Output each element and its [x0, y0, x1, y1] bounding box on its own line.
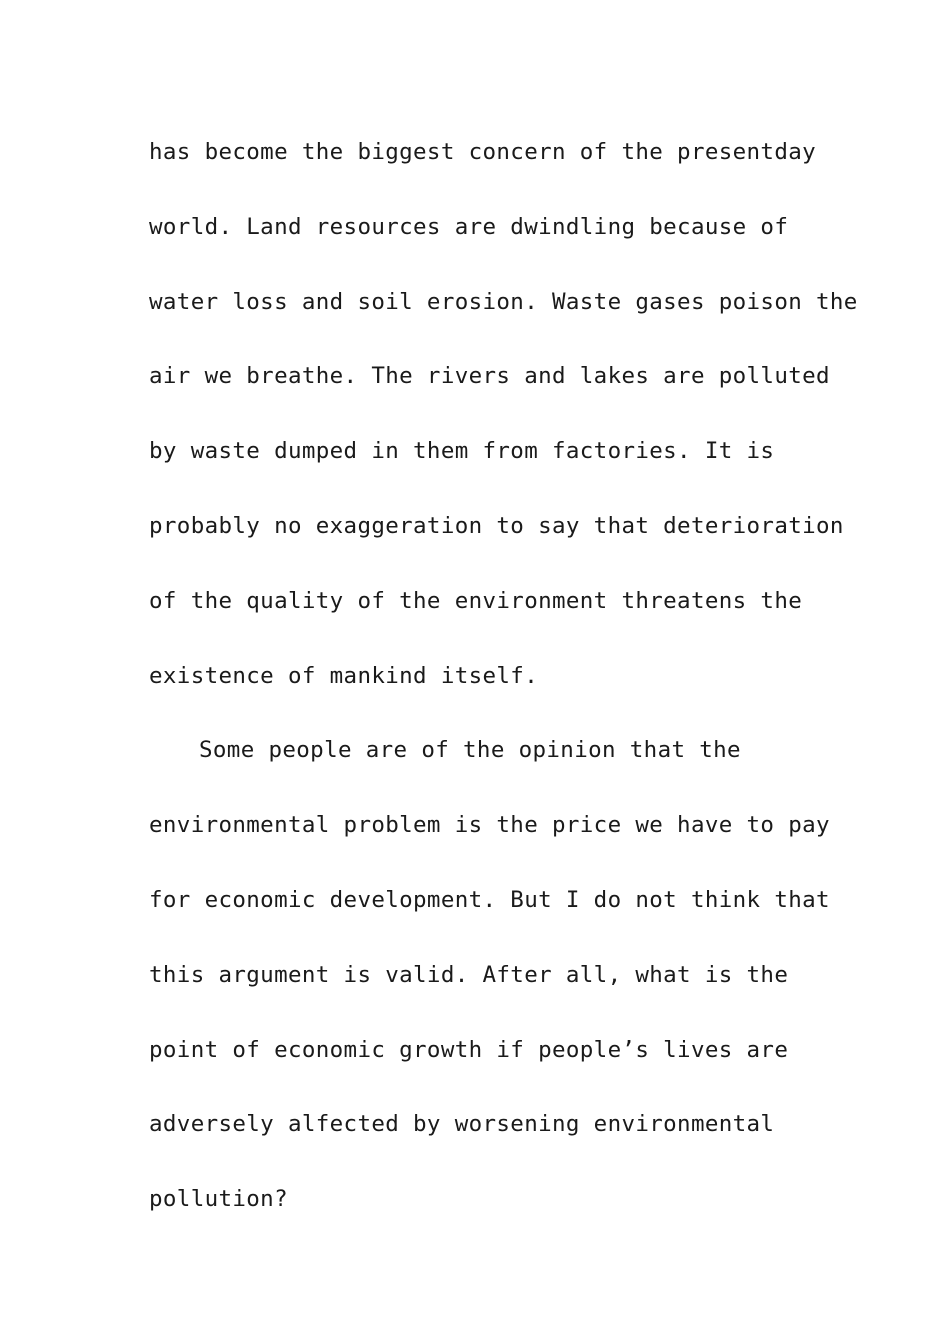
text-line: this argument is valid. After all, what is the — [149, 961, 789, 988]
paragraph-2 — [149, 713, 829, 1237]
text-line: of the quality of the environment threatens the — [149, 587, 803, 614]
text-line: world. Land resources are dwindling because of — [149, 213, 789, 240]
text-line: air we breathe. The rivers and lakes are polluted — [149, 363, 830, 390]
text-line: by waste dumped in them from factories. It is — [149, 438, 775, 465]
paragraph-1 — [149, 115, 858, 713]
text-line: for economic development. But I do not think that — [149, 886, 830, 913]
text-line: adversely alfected by worsening environmental — [149, 1111, 775, 1138]
text-line: has become the biggest concern of the presentday — [149, 139, 817, 165]
text-line: existence of mankind itself. — [149, 662, 539, 689]
text-line: pollution? — [149, 1186, 288, 1213]
text-line: Some people are of the opinion that the — [199, 737, 741, 764]
text-line: point of economic growth if people’s lives are — [149, 1036, 789, 1063]
text-line: water loss and soil erosion. Waste gases poison the — [149, 288, 858, 315]
body-text — [149, 115, 858, 1237]
text-line: environmental problem is the price we have to pay — [149, 812, 830, 839]
text-line: probably no exaggeration to say that deterioration — [149, 512, 844, 539]
